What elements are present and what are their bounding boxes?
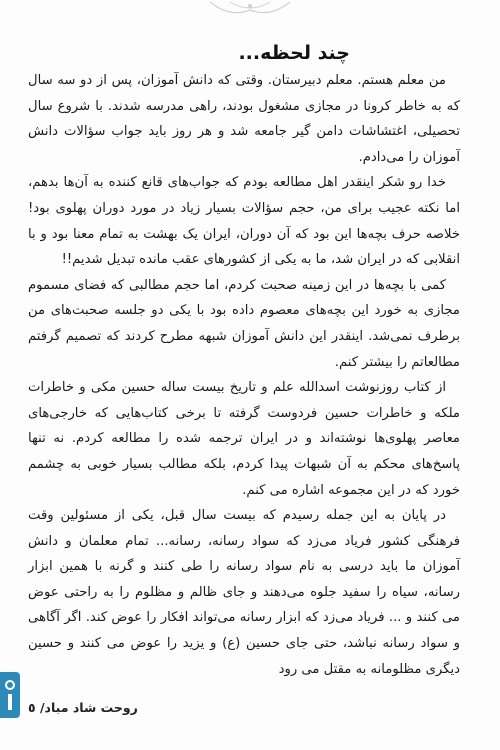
top-ornament <box>200 0 300 20</box>
paragraph-4: از کتاب روزنوشت اسدالله علم و تاریخ بیست ساله حسین مکی و خاطرات ملکه و خاطرات حسین فردوست گرفته تا برخی کتاب‌هایی که خارجی‌های معاصر پهلوی‌ها نوشته‌اند و در ایران ترجمه شده را مطالعه کردم. نه تنها پاسخ‌های محکم به آن شبهات پیدا کردم، بلکه مطالب بسیار خوبی به چشمم خورد که در این مجموعه اشاره می کنم. <box>28 380 460 498</box>
paragraph-2: خدا رو شکر اینقدر اهل مطالعه بودم که جواب‌های قانع کننده به آن‌ها بدهم، اما نکته عجیب برای من، حجم سؤالات بسیار زیاد در مورد دوران پهلوی بود! خلاصه حرف بچه‌ها این بود که آن دوران، ایران یک بهشت به تمام معنا بود و با انقلابی که در ایران شد، ما به یکی از کشورهای عقب مانده تبدیل شدیم!! <box>28 175 460 268</box>
body-text <box>28 68 460 682</box>
page-footer: روحت شاد مباد/ ٥ <box>28 700 138 715</box>
chapter-title: چند لحظه... <box>238 42 350 64</box>
paragraph-1: من معلم هستم. معلم دبیرستان. وقتی که دانش آموزان، پس از دو سه سال که به خاطر کرونا در مجازی مشغول بودند، راهی مدرسه شدند. با شروع سال تحصیلی، اغتشاشات دامن گیر جامعه شد و هر روز باید جواب سؤالات دانش آموزان را می‌دادم. <box>28 73 460 165</box>
publisher-logo-icon <box>0 672 20 718</box>
paragraph-3: کمی با بچه‌ها در این زمینه صحبت کردم، اما حجم مطالبی که فضای مسموم مجازی به خورد این بچه‌های معصوم داده بود با یکی دو جلسه صحبت‌های من برطرف نمی‌شد. اینقدر این دانش آموزان شبهه مطرح کردند که تصمیم گرفتم مطالعاتم را بیشتر کنم. <box>28 277 460 370</box>
logo-ring-icon <box>5 680 15 690</box>
logo-bar-icon <box>8 694 12 710</box>
paragraph-5: در پایان به این جمله رسیدم که بیست سال قبل، یکی از مسئولین وقت فرهنگی کشور فریاد می‌زد که سواد رسانه، رسانه... تمام معلمان و دانش آموزان ما باید درسی به نام سواد رسانه را طی کنند و گرنه با همین ابزار رسانه، سیاه را سفید جلوه می‌دهند و جای ظالم و مظلوم را به راحتی عوض می کنند و ... فریاد می‌زد که ابزار رسانه می‌تواند افکار را عوض کند. اگر آگاهی و سواد رسانه نباشد، حتی جای حسین (ع) و یزید را عوض می کنند و حسین دیگری مظلومانه به مقتل می رود <box>28 508 460 677</box>
